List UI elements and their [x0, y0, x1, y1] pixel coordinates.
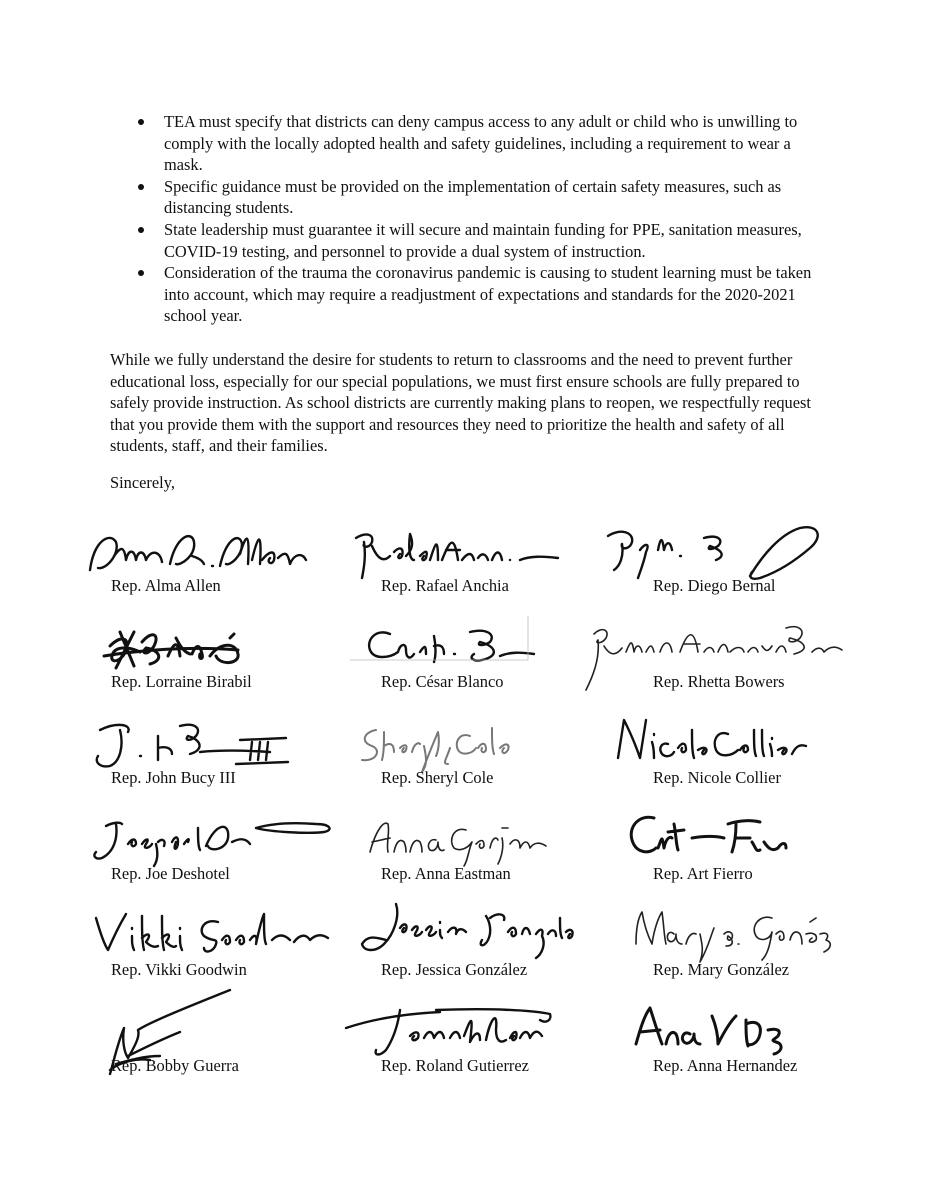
signatory-name: Rep. Anna Hernandez	[653, 1056, 798, 1075]
signature-block	[600, 904, 870, 1000]
signature-block	[600, 520, 870, 616]
list-item: TEA must specify that districts can deny campus access to any adult or child who is unwilling to comply with the locally adopted health and safety guidelines, including a requirement to wear a mask.	[110, 111, 830, 176]
signature-block	[80, 616, 350, 712]
signatory-name: Rep. Rhetta Bowers	[653, 672, 785, 691]
list-item: State leadership must guarantee it will secure and maintain funding for PPE, sanitation measures, COVID-19 testing, and personnel to provide a dual system of instruction.	[110, 219, 830, 262]
list-item: Consideration of the trauma the coronavirus pandemic is causing to student learning must be taken into account, which may require a readjustment of expectations and standards for the 2020-2021 school year.	[110, 262, 830, 327]
signature-block	[600, 1000, 870, 1096]
signatory-name: Rep. Anna Eastman	[381, 864, 511, 883]
signature-block	[80, 904, 350, 1000]
signature-block	[350, 904, 620, 1000]
signature-block	[80, 520, 350, 616]
signatory-name: Rep. Bobby Guerra	[111, 1056, 239, 1075]
signature-block	[350, 808, 620, 904]
signature-block	[80, 808, 350, 904]
closing-salutation: Sincerely,	[110, 473, 175, 492]
list-item: Specific guidance must be provided on the implementation of certain safety measures, such as distancing students.	[110, 176, 830, 219]
signatory-name: Rep. Sheryl Cole	[381, 768, 494, 787]
body-paragraph: While we fully understand the desire for students to return to classrooms and the need to prevent further educational loss, especially for our special populations, we must first ensure schools are fully prepared to safely provide instruction. As school districts are currently making plans to reopen, we respectfully request that you provide them with the support and resources they need to prioritize the health and safety of all students, staff, and their families.	[110, 350, 811, 456]
signature-block	[340, 1000, 610, 1096]
signatory-name: Rep. Art Fierro	[653, 864, 753, 883]
signatory-name: Rep. Roland Gutierrez	[381, 1056, 529, 1075]
signatory-name: Rep. César Blanco	[381, 672, 504, 691]
requirements-list	[110, 111, 830, 327]
signature-block	[350, 712, 620, 808]
bullet-icon	[138, 227, 144, 233]
signatory-name: Rep. Diego Bernal	[653, 576, 776, 595]
signature-block	[350, 520, 620, 616]
signature-block	[80, 712, 350, 808]
bullet-icon	[138, 184, 144, 190]
signatory-name: Rep. Mary González	[653, 960, 790, 979]
signatory-name: Rep. Alma Allen	[111, 576, 221, 595]
signature-block	[580, 616, 850, 712]
signatory-name: Rep. Rafael Anchia	[381, 576, 509, 595]
signatory-name: Rep. Vikki Goodwin	[111, 960, 247, 979]
bullet-icon	[138, 119, 144, 125]
signature-block	[80, 1000, 350, 1096]
signatory-name: Rep. John Bucy III	[111, 768, 236, 787]
signatory-name: Rep. Jessica González	[381, 960, 528, 979]
signatory-name: Rep. Nicole Collier	[653, 768, 781, 787]
signatory-name: Rep. Joe Deshotel	[111, 864, 230, 883]
signatory-name: Rep. Lorraine Birabil	[111, 672, 252, 691]
signature-block	[600, 808, 870, 904]
signature-block	[600, 712, 870, 808]
bullet-icon	[138, 270, 144, 276]
